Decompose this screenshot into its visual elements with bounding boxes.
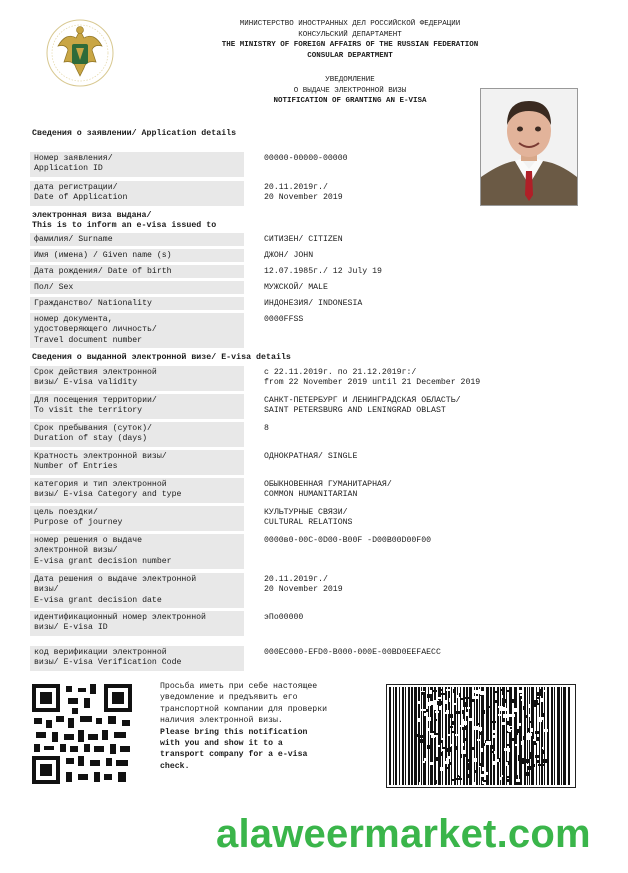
title-en: NOTIFICATION OF GRANTING AN E-VISA (273, 97, 427, 105)
barcode (386, 684, 576, 788)
application-id-value: 00000-00000-00000 (264, 154, 348, 163)
birth-date-value: 12.07.1985г./ 12 July 19 (264, 267, 382, 276)
evisa-id-value: эПо00000 (264, 613, 304, 622)
category-value: ОБЫКНОВЕННАЯ ГУМАНИТАРНАЯ/ COMMON HUMANITARIAN (264, 480, 392, 500)
given-name-value: ДЖОН/ JOHN (264, 251, 314, 260)
evisa-id-label: идентификационный номер электронной визы/ E-visa ID (34, 613, 206, 633)
instruction-note: Просьба иметь при себе настоящее уведомление и предъявить его транспортной компании для проверки наличия электронной визы. Please bring this notification with you and show it to a transport company for a e-visa check. (160, 682, 328, 771)
birth-date-label: Дата рождения/ Date of birth (34, 267, 172, 276)
surname-value: СИТИЗЕН/ CITIZEN (264, 235, 343, 244)
duration-value: 8 (264, 424, 269, 433)
application-id-label: Номер заявления/ Application ID (34, 154, 113, 174)
ministry-en: THE MINISTRY OF FOREIGN AFFAIRS OF THE RUSSIAN FEDERATION (221, 41, 479, 49)
qr-code (32, 684, 132, 784)
title-ru-1: УВЕДОМЛЕНИЕ (325, 76, 375, 84)
purpose-value: КУЛЬТУРНЫЕ СВЯЗИ/ CULTURAL RELATIONS (264, 508, 353, 528)
validity-value: с 22.11.2019г. по 21.12.2019г:/ from 22 November 2019 until 21 December 2019 (264, 368, 481, 388)
decision-date-value: 20.11.2019г./ 20 November 2019 (264, 575, 343, 595)
ministry-ru: МИНИСТЕРСТВО ИНОСТРАННЫХ ДЕЛ РОССИЙСКОЙ ФЕДЕРАЦИИ (239, 20, 461, 28)
sex-value: МУЖСКОЙ/ MALE (264, 283, 328, 292)
entries-value: ОДНОКРАТНАЯ/ SINGLE (264, 452, 358, 461)
department-ru: КОНСУЛЬСКИЙ ДЕПАРТАМЕНТ (298, 30, 402, 39)
nationality-value: ИНДОНЕЗИЯ/ INDONESIA (264, 299, 363, 308)
visa-section-title: Сведения о выданной электронной визе/ E-visa details (32, 353, 291, 362)
decision-date-label: Дата решения о выдаче электронной визы/ E-visa grant decision date (34, 575, 197, 605)
verification-code-label: код верификации электронной визы/ E-visa Verification Code (34, 648, 182, 668)
validity-label: Срок действия электронной визы/ E-visa validity (34, 368, 157, 388)
category-label: категория и тип электронной визы/ E-visa Category and type (34, 480, 182, 500)
duration-label: Срок пребывания (суток)/ Duration of stay (days) (34, 424, 152, 444)
header (150, 19, 550, 61)
mfa-emblem (36, 18, 124, 88)
given-name-label: Имя (имена) / Given name (s) (34, 251, 172, 260)
verification-code-value: 000EC000-EFD0-B000-000E-00BD0EEFAECC (264, 648, 441, 657)
surname-label: фамилия/ Surname (34, 235, 113, 244)
travel-doc-label: номер документа, удостоверяющего личность/ Travel document number (34, 315, 157, 345)
title-ru-2: О ВЫДАЧЕ ЭЛЕКТРОННОЙ ВИЗЫ (293, 86, 407, 95)
purpose-label: цель поездки/ Purpose of journey (34, 508, 123, 528)
decision-number-value: 0000в0-00С-0D00-B00F -D00B00D00F00 (264, 536, 432, 545)
department-en: CONSULAR DEPARTMENT (307, 51, 393, 60)
nationality-label: Гражданство/ Nationality (34, 299, 152, 308)
territory-value: САНКТ-ПЕТЕРБУРГ И ЛЕНИНГРАДСКАЯ ОБЛАСТЬ/ SAINT PETERSBURG AND LENINGRAD OBLAST (264, 396, 461, 416)
territory-label: Для посещения территории/ To visit the territory (34, 396, 157, 416)
entries-label: Кратность электронной визы/ Number of Entries (34, 452, 167, 472)
application-section-title: Сведения о заявлении/ Application details (32, 129, 237, 138)
sex-label: Пол/ Sex (34, 283, 74, 292)
application-date-label: дата регистрации/ Date of Application (34, 183, 128, 203)
application-date-value: 20.11.2019г./ 20 November 2019 (264, 183, 343, 203)
travel-doc-value: 0000FFSS (264, 315, 304, 324)
watermark: alaweermarket.com (216, 812, 591, 856)
decision-number-label: номер решения о выдаче электронной визы/ E-visa grant decision number (34, 536, 172, 566)
issued-to-heading: электронная виза выдана/ This is to inform an e-visa issued to (32, 211, 217, 231)
